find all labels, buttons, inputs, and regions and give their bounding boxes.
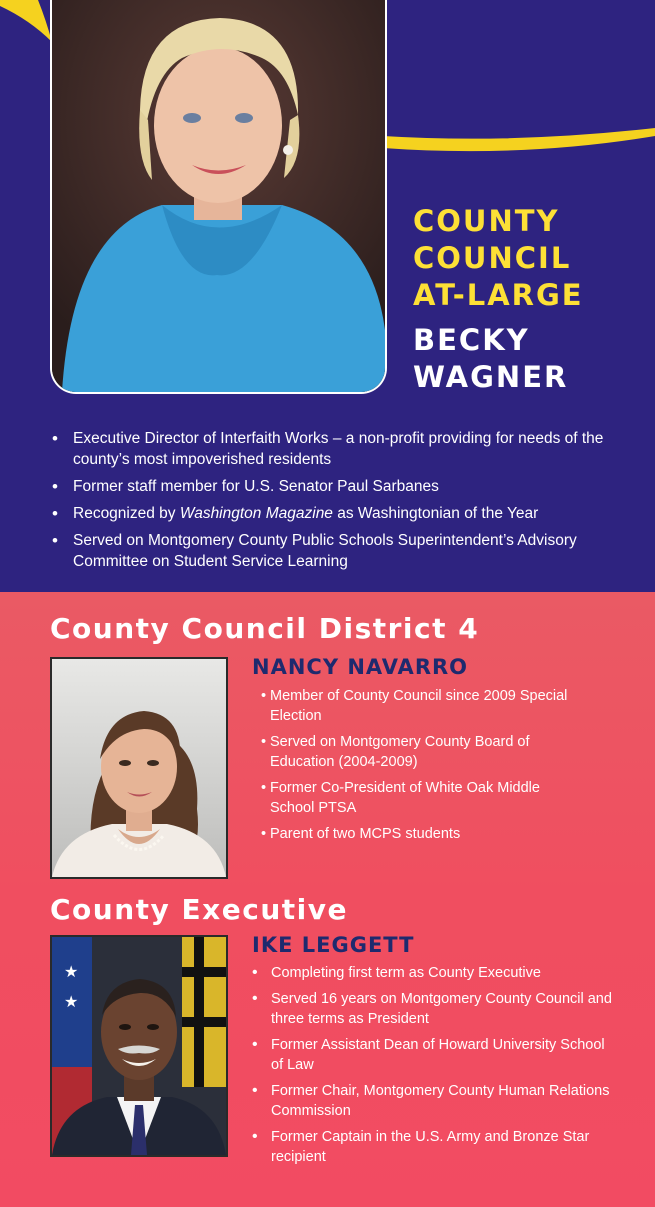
candidate-name-leggett: IKE LEGGETT <box>252 933 415 957</box>
bullet-text: Parent of two MCPS students <box>270 826 461 842</box>
bullet-item: • Former staff member for U.S. Senator Paul Sarbanes <box>52 476 632 497</box>
bullet-item: • Executive Director of Interfaith Works – a non-profit providing for needs of the county’s most impoverished residents <box>52 428 632 470</box>
wagner-bullet-list <box>52 428 632 578</box>
bullet-text: as Washingtonian of the Year <box>332 505 539 522</box>
bullet-item <box>252 824 572 844</box>
office-title-line: COUNCIL <box>413 241 572 275</box>
bullet-item <box>252 778 572 818</box>
at-large-panel <box>0 0 655 592</box>
bullet-item <box>252 732 572 772</box>
magazine-title: Washington Magazine <box>179 505 333 522</box>
bullet-dot-icon: • <box>261 826 267 842</box>
bullet-dot-icon: • <box>261 688 267 704</box>
office-title <box>413 203 653 314</box>
bullet-text: Former Co-President of White Oak Middle School PTSA <box>270 780 540 816</box>
bullet-item: • Former Chair, Montgomery County Human Relations Commission <box>252 1081 612 1121</box>
office-title-line: AT-LARGE <box>413 278 584 312</box>
candidate-name-wagner <box>413 322 653 396</box>
bullet-text: Served on Montgomery County Board of Education (2004-2009) <box>270 734 530 770</box>
executive-heading: County Executive <box>50 893 348 926</box>
bullet-dot-icon: • <box>261 780 267 796</box>
becky-wagner-photo <box>50 0 387 394</box>
bullet-dot-icon: • <box>261 734 267 750</box>
svg-text:★: ★ <box>64 992 79 1011</box>
nancy-navarro-photo <box>50 657 228 879</box>
leggett-bullet-list <box>252 963 612 1173</box>
district4-heading: County Council District 4 <box>50 612 480 645</box>
candidate-name-navarro: NANCY NAVARRO <box>252 655 469 679</box>
bullet-item: • Served 16 years on Montgomery County Council and three terms as President <box>252 989 612 1029</box>
yellow-swoosh-right <box>383 128 655 158</box>
navarro-bullet-list <box>252 686 572 850</box>
bullet-item: • Former Assistant Dean of Howard University School of Law <box>252 1035 612 1075</box>
bullet-item <box>252 686 572 726</box>
office-title-line: COUNTY <box>413 204 560 238</box>
ike-leggett-photo <box>50 935 228 1157</box>
bullet-item: • Former Captain in the U.S. Army and Bronze Star recipient <box>252 1127 612 1167</box>
bullet-item: • Served on Montgomery County Public Schools Superintendent’s Advisory Committee on Student Service Learning <box>52 530 632 572</box>
bullet-item <box>52 503 632 524</box>
name-line: WAGNER <box>413 360 569 394</box>
bullet-text: Recognized by <box>73 505 180 522</box>
name-line: BECKY <box>413 323 530 357</box>
svg-text:★: ★ <box>64 962 79 981</box>
bullet-item: • Completing first term as County Executive <box>252 963 612 983</box>
bullet-text: Member of County Council since 2009 Special Election <box>270 688 568 724</box>
